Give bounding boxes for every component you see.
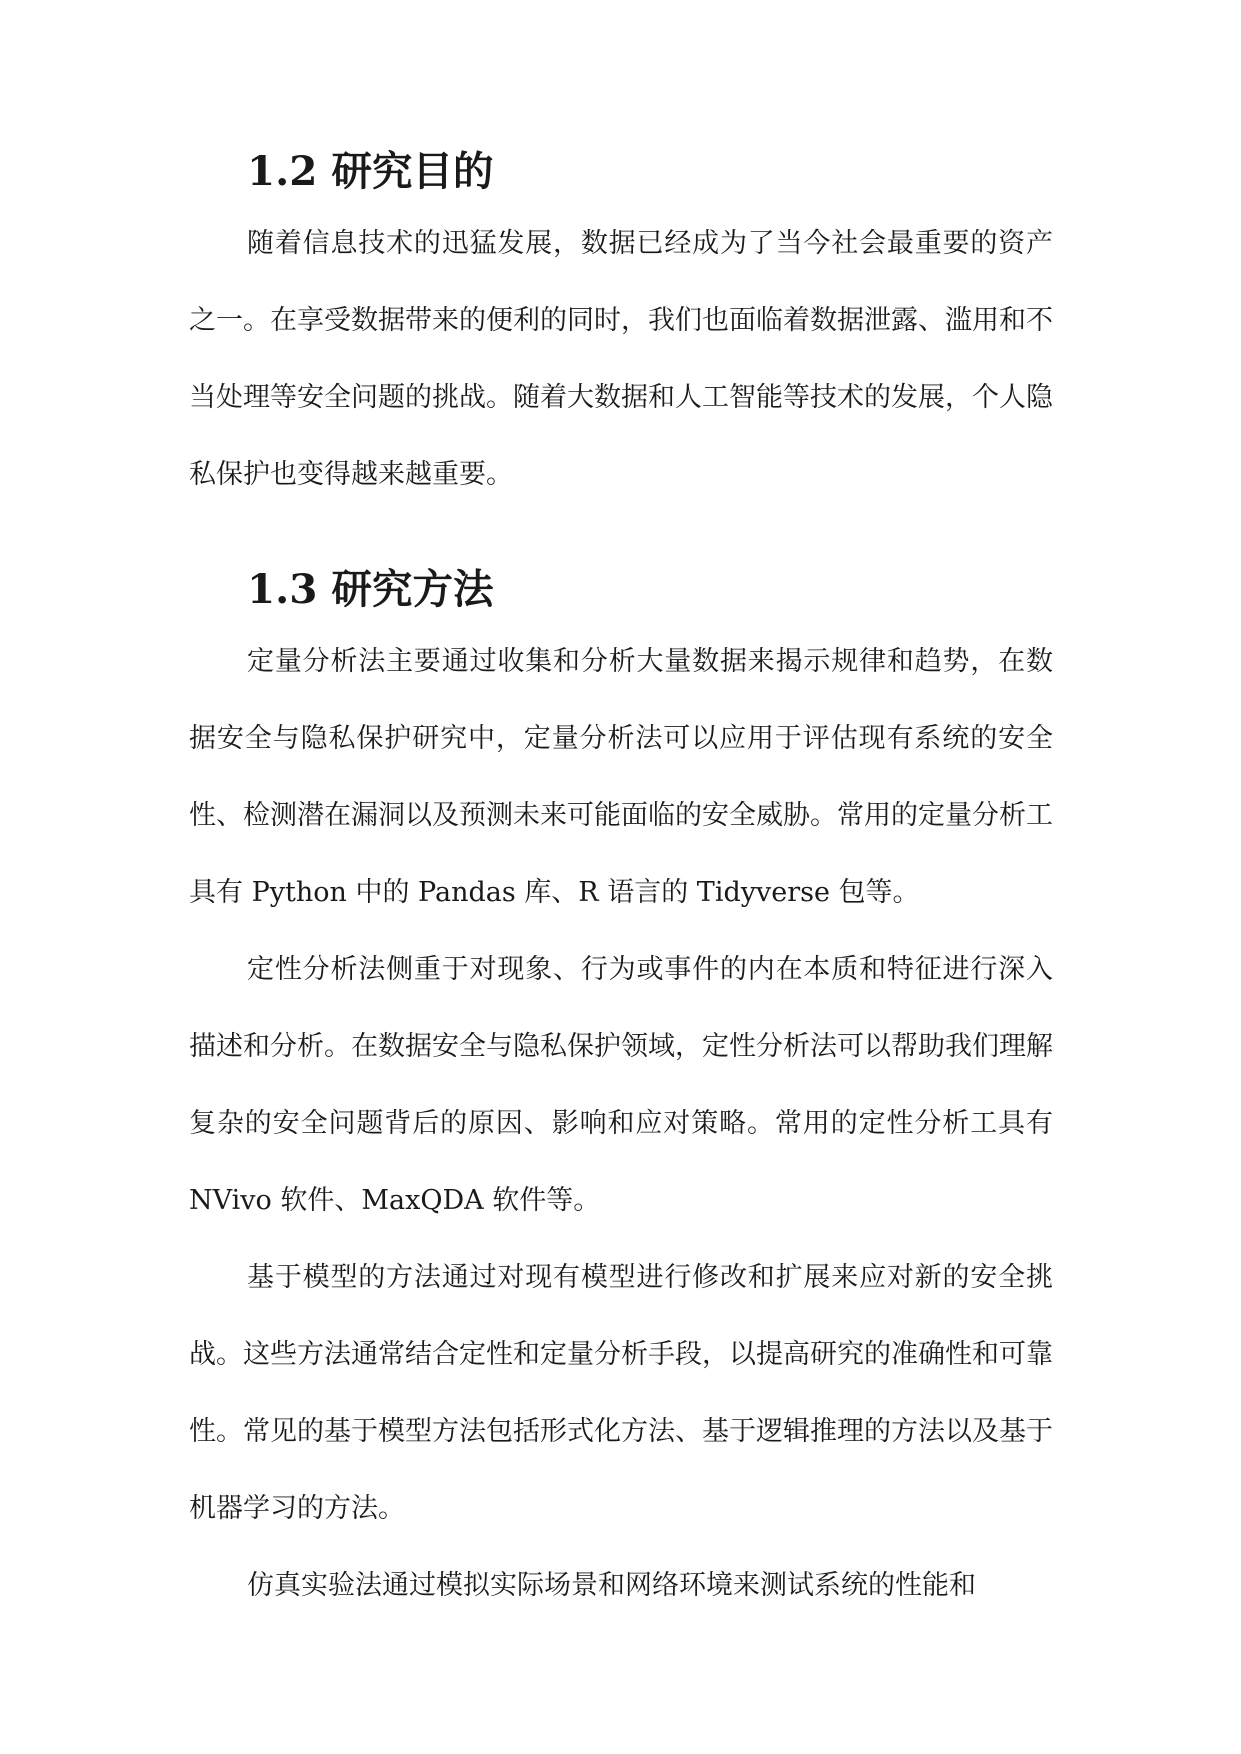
paragraph-simulation-experiment: 仿真实验法通过模拟实际场景和网络环境来测试系统的性能和	[247, 1570, 976, 1601]
section-heading-research-methods: 1.3 研究方法	[247, 565, 494, 613]
paragraph-quantitative-analysis: 定量分析法主要通过收集和分析大量数据来揭示规律和趋势，在数据安全与隐私保护研究中，定量分析法可以应用于评估现有系统的安全性、检测潜在漏洞以及预测未来可能面临的安全威胁。常用的定量分析工具有 Python 中的 Pandas 库、R 语言的 Tidyverse 包等。	[189, 646, 1053, 908]
paragraph-research-purpose: 随着信息技术的迅猛发展，数据已经成为了当今社会最重要的资产之一。在享受数据带来的便利的同时，我们也面临着数据泄露、滥用和不当处理等安全问题的挑战。随着大数据和人工智能等技术的发展，个人隐私保护也变得越来越重要。	[189, 228, 1053, 490]
paragraph-model-based-methods: 基于模型的方法通过对现有模型进行修改和扩展来应对新的安全挑战。这些方法通常结合定性和定量分析手段，以提高研究的准确性和可靠性。常见的基于模型方法包括形式化方法、基于逻辑推理的方法以及基于机器学习的方法。	[189, 1262, 1053, 1524]
paragraph-qualitative-analysis: 定性分析法侧重于对现象、行为或事件的内在本质和特征进行深入描述和分析。在数据安全与隐私保护领域，定性分析法可以帮助我们理解复杂的安全问题背后的原因、影响和应对策略。常用的定性分析工具有 NVivo 软件、MaxQDA 软件等。	[189, 954, 1053, 1216]
section-heading-research-purpose: 1.2 研究目的	[247, 147, 494, 195]
document-body	[189, 142, 1053, 1624]
